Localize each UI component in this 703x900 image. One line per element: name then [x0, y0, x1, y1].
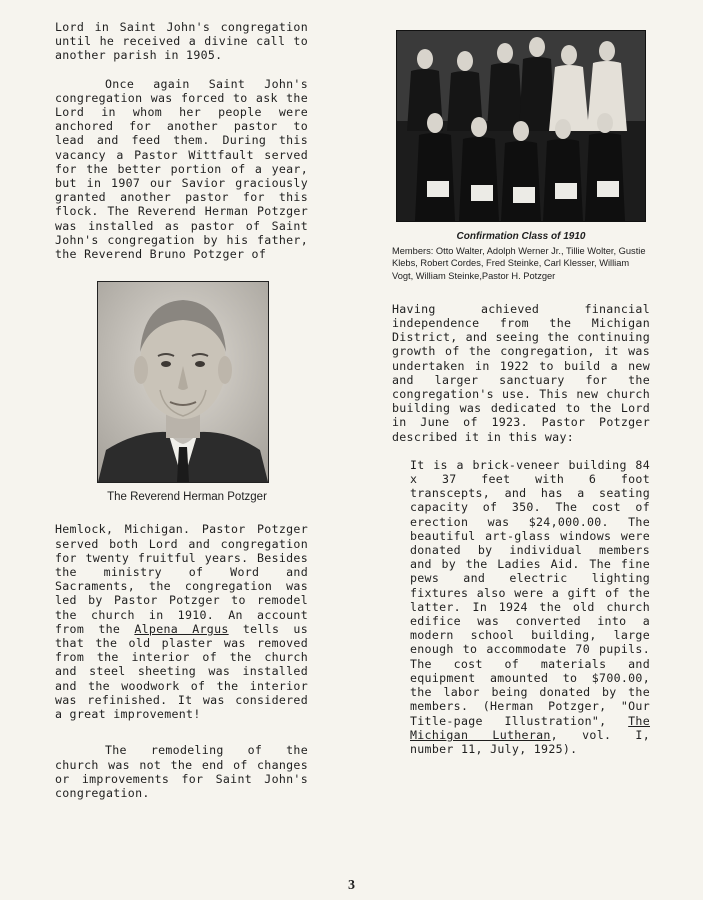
paragraph: Hemlock, Michigan. Pastor Potzger served both Lord and congregation for twenty fruitful years. Besides the ministry of Word and Sacraments, the congregation was led by Pastor Potzger to remodel the church in 1910. An account from the Alpena Argus tells us that the old plaster was removed from the interior of the church and steel sheeting was installed and the woodwork of the interior was refinished. It was considered a great improvement!: [55, 522, 308, 722]
portrait-figure: [97, 281, 269, 504]
block-quote: It is a brick-veneer building 84 x 37 feet with 6 foot transcepts, and has a seating capacity of 350. The cost of erection was $24,000.00. The beautiful art-glass windows were donated by individual members and by the Ladies Aid. The fine pews and electric lighting fixtures also were a gift of the latter. In 1924 the old church edifice was converted into a modern school building, large enough to accommodate 70 pupils. The cost of materials and equipment amounted to $700.00, the labor being donated by the members. (Herman Potzger, "Our Title-page Illustration", The Michigan Lutheran, vol. I, number 11, July, 1925).: [410, 457, 650, 756]
paragraph: Lord in Saint John's congregation until he received a divine call to another parish in 1905.: [55, 20, 308, 63]
photo-caption-members: Members: Otto Walter, Adolph Werner Jr., Tillie Wolter, Gustie Klebs, Robert Cordes, Fred Steinke, Carl Klesser, William Vogt, William Steinke,Pastor H. Potzger: [392, 246, 646, 281]
left-column: [55, 20, 308, 800]
portrait-caption: The Reverend Herman Potzger: [107, 491, 267, 504]
source-title: Alpena Argus: [134, 621, 229, 636]
group-photo: [396, 30, 646, 222]
paragraph: Once again Saint John's congregation was forced to ask the Lord in whom her people were anchored for another pastor to lead and feed them. During this vacancy a Pastor Wittfault served for the better portion of a year, but in 1907 our Savior graciously granted another pastor for this flock. The Reverend Herman Potzger was installed as pastor of Saint John's congregation by his father, the Reverend Bruno Potzger of: [55, 76, 308, 262]
source-title: The Michigan Lutheran: [410, 713, 650, 742]
paragraph: The remodeling of the church was not the end of changes or improvements for Saint John's congregation.: [55, 743, 308, 800]
page-number: 3: [348, 878, 355, 893]
portrait-photo: [97, 281, 269, 483]
right-column: [392, 30, 650, 756]
paragraph: Having achieved financial independence from the Michigan District, and seeing the continuing growth of the congregation, it was undertaken in 1922 to build a new and larger sanctuary for the congregation's use. This new church building was dedicated to the Lord in June of 1923. Pastor Potzger described it in this way:: [392, 301, 650, 444]
photo-caption-title: Confirmation Class of 1910: [456, 231, 586, 242]
